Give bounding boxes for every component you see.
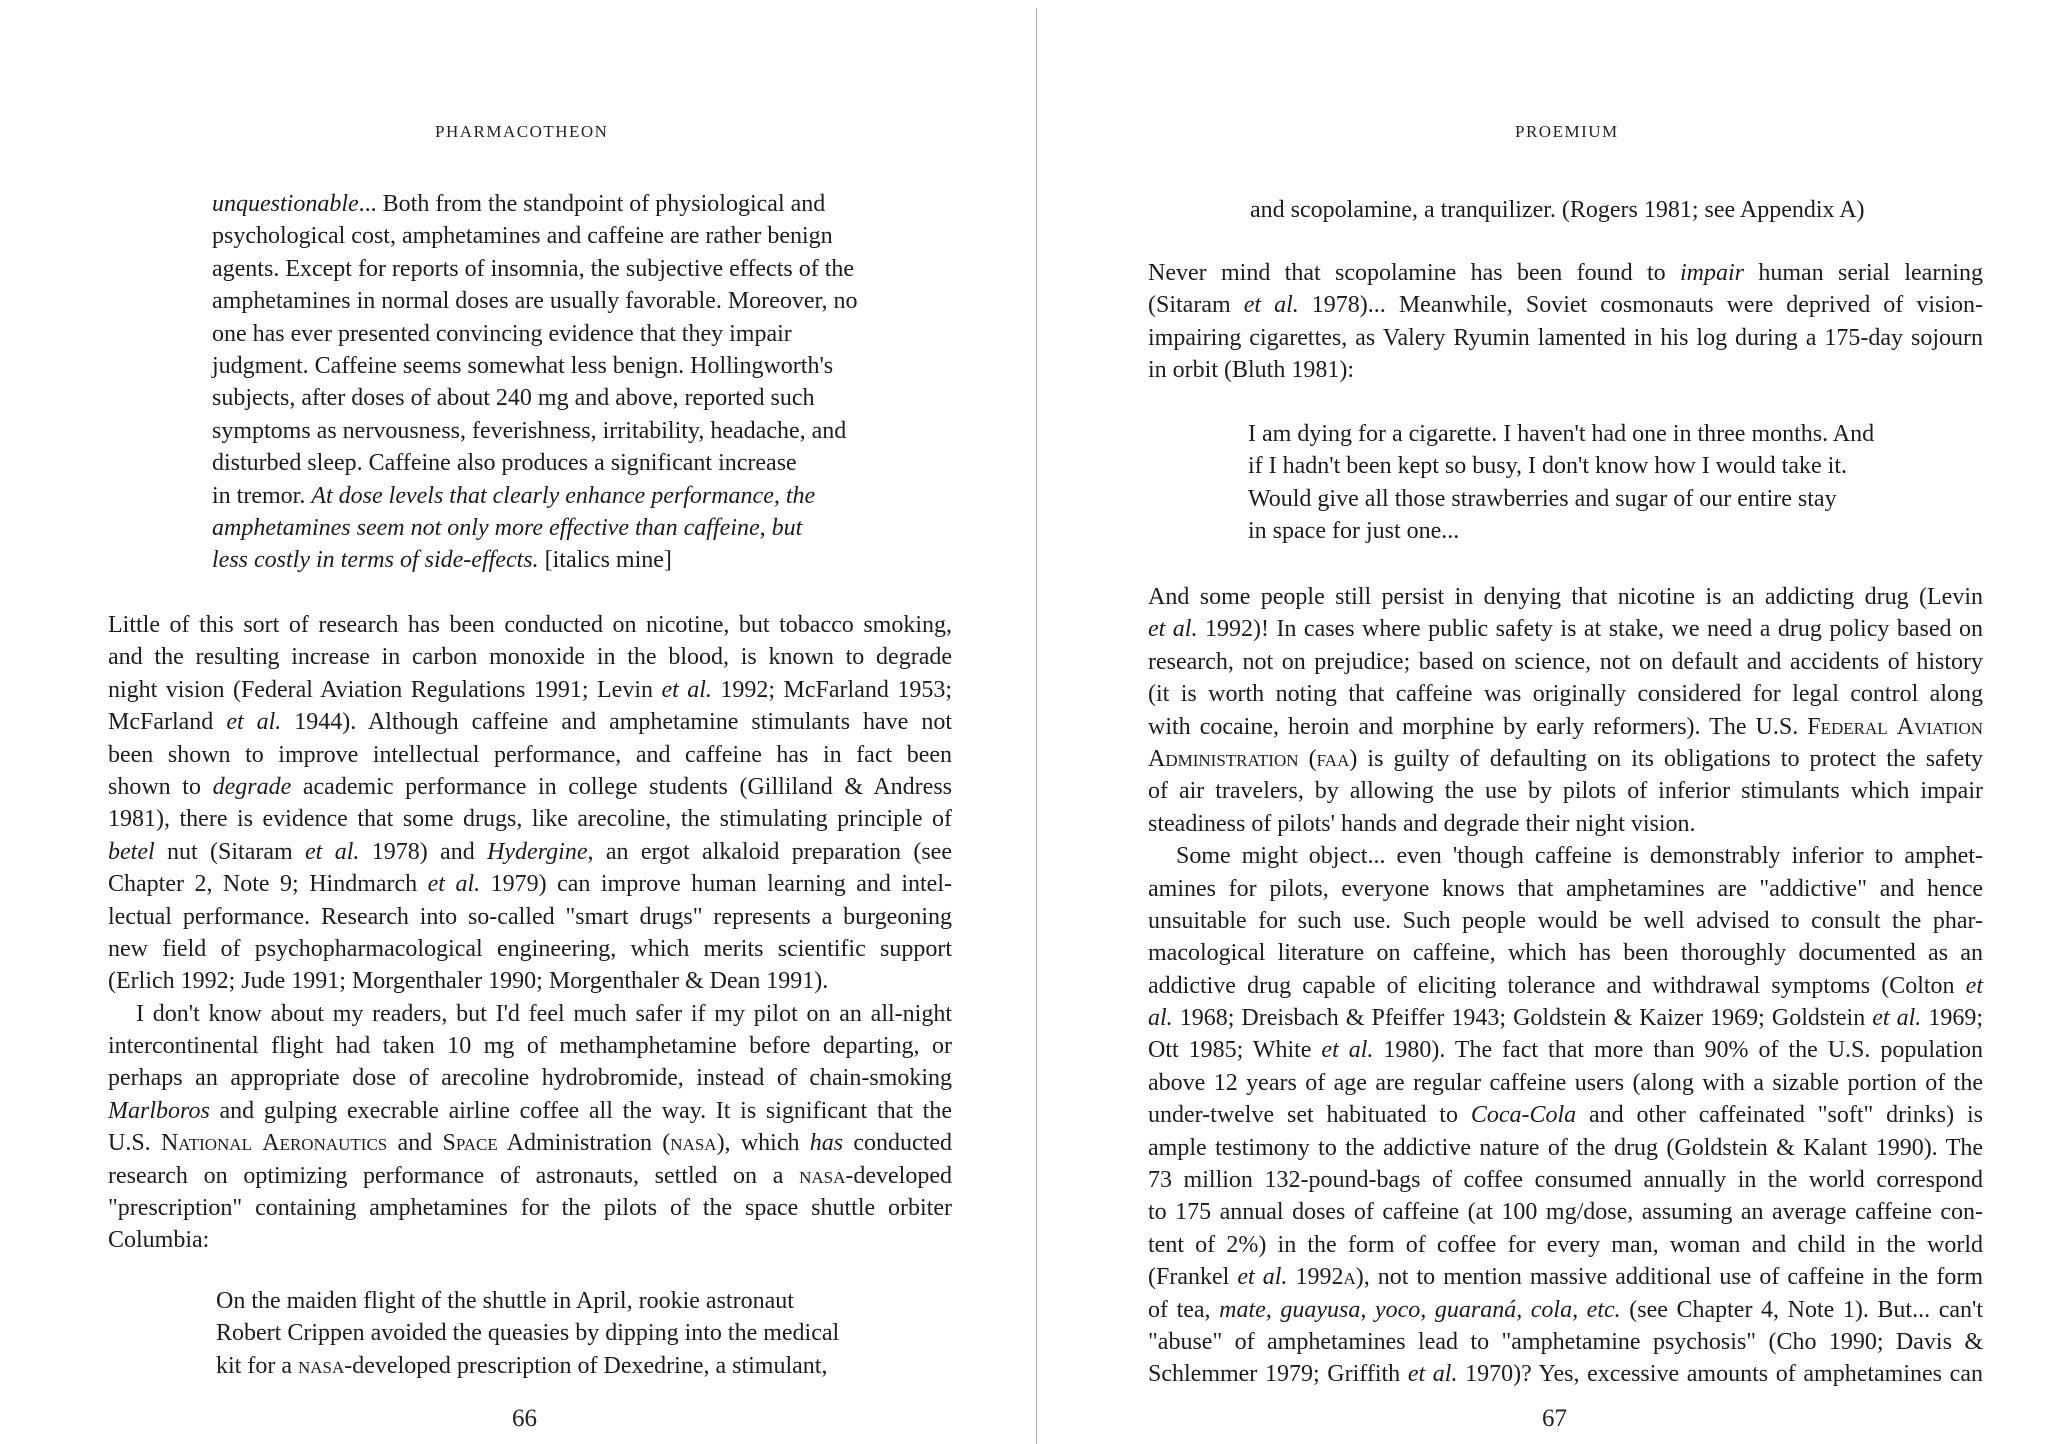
body-line: tent of 2%) in the form of coffee for every man, woman and child in the world xyxy=(1148,1231,1983,1258)
body-line: Marlboros and gulping execrable airline coffee all the way. It is significant that the xyxy=(108,1097,952,1124)
body-line: Columbia: xyxy=(108,1227,210,1254)
body-line: Administration (faa) is guilty of defaulting on its obligations to protect the safety xyxy=(1148,745,1983,772)
page-gutter xyxy=(1036,8,1037,1444)
quote-line: and scopolamine, a tranquilizer. (Rogers 1981; see Appendix A) xyxy=(1250,197,1865,223)
body-line: 1981), there is evidence that some drugs, like arecoline, the stimulating principle of xyxy=(108,806,952,833)
body-line: ample testimony to the addictive nature of the drug (Goldstein & Kalant 1990). The xyxy=(1148,1134,1983,1161)
body-line: betel nut (Sitaram et al. 1978) and Hydergine, an ergot alkaloid preparation (see xyxy=(108,838,952,865)
body-line: McFarland et al. 1944). Although caffeine and amphetamine stimulants have not xyxy=(108,709,952,736)
body-line: al. 1968; Dreisbach & Pfeiffer 1943; Goldstein & Kaizer 1969; Goldstein et al. 1969; xyxy=(1148,1005,1984,1032)
quote-line: disturbed sleep. Caffeine also produces a significant increase xyxy=(212,450,797,477)
body-line: Some might object... even 'though caffeine is demonstrably inferior to amphet- xyxy=(1176,843,1983,870)
body-line: And some people still persist in denying that nicotine is an addicting drug (Levin xyxy=(1148,584,1983,610)
quote-line: if I hadn't been kept so busy, I don't know how I would take it. xyxy=(1248,453,1847,480)
body-line: 73 million 132-pound-bags of coffee consumed annually in the world correspond xyxy=(1148,1167,1983,1194)
body-line: et al. 1992)! In cases where public safety is at stake, we need a drug policy based on xyxy=(1148,616,1983,643)
body-line: (it is worth noting that caffeine was originally considered for legal control along xyxy=(1148,681,1983,708)
body-line: macological literature on caffeine, which has been thoroughly documented as an xyxy=(1148,940,1983,967)
body-line: "prescription" containing amphetamines for the pilots of the space shuttle orbiter xyxy=(108,1195,952,1222)
body-line: of air travelers, by allowing the use by pilots of inferior stimulants which impair xyxy=(1148,778,1983,805)
body-line: Little of this sort of research has been conducted on nicotine, but tobacco smoking, xyxy=(108,612,952,638)
body-line: Ott 1985; White et al. 1980). The fact that more than 90% of the U.S. population xyxy=(1148,1037,1983,1064)
body-line: (Sitaram et al. 1978)... Meanwhile, Soviet cosmonauts were deprived of vision- xyxy=(1148,292,1984,319)
body-line: Chapter 2, Note 9; Hindmarch et al. 1979) can improve human learning and intel- xyxy=(108,871,952,898)
block-quote-ryumin xyxy=(1248,418,1948,548)
body-line: U.S. National Aeronautics and Space Administration (nasa), which has conducted xyxy=(108,1130,953,1157)
quote-line: unquestionable... Both from the standpoint of physiological and xyxy=(212,191,826,217)
body-line: intercontinental flight had taken 10 mg of methamphetamine before departing, or xyxy=(108,1033,952,1060)
body-line: addictive drug capable of eliciting tolerance and withdrawal symptoms (Colton et xyxy=(1148,972,1983,999)
page-number-right: 67 xyxy=(1542,1405,1567,1432)
body-line: Schlemmer 1979; Griffith et al. 1970)? Yes, excessive amounts of amphetamines can xyxy=(1148,1361,1983,1388)
quote-line: On the maiden flight of the shuttle in April, rookie astronaut xyxy=(216,1288,794,1314)
body-line: under-twelve set habituated to Coca-Cola and other caffeinated "soft" drinks) is xyxy=(1148,1102,1983,1129)
quote-continuation xyxy=(1250,194,1950,226)
body-line: research, not on prejudice; based on science, not on default and accidents of history xyxy=(1148,648,1983,675)
quote-line: Robert Crippen avoided the queasies by dipping into the medical xyxy=(216,1320,840,1347)
body-line: with cocaine, heroin and morphine by early reformers). The U.S. Federal Aviation xyxy=(1148,713,1984,740)
quote-line: agents. Except for reports of insomnia, the subjective effects of the xyxy=(212,255,855,282)
page-number-left: 66 xyxy=(512,1405,537,1432)
body-line: "abuse" of amphetamines lead to "amphetamine psychosis" (Cho 1990; Davis & xyxy=(1148,1328,1983,1355)
quote-line: amphetamines in normal doses are usually favorable. Moreover, no xyxy=(212,288,858,315)
block-quote-caffeine xyxy=(212,188,858,577)
body-line: lectual performance. Research into so-called "smart drugs" represents a burgeoning xyxy=(108,903,952,930)
body-line: amines for pilots, everyone knows that amphetamines are "addictive" and hence xyxy=(1148,875,1983,902)
quote-line: less costly in terms of side-effects. [italics mine] xyxy=(212,547,672,574)
running-head-left: PHARMACOTHEON xyxy=(435,122,609,141)
quote-line: in space for just one... xyxy=(1248,518,1460,545)
body-line: steadiness of pilots' hands and degrade their night vision. xyxy=(1148,810,1696,837)
body-line: Never mind that scopolamine has been found to impair human serial learning xyxy=(1148,260,1983,286)
quote-line: psychological cost, amphetamines and caffeine are rather benign xyxy=(212,223,833,250)
body-line: new field of psychopharmacological engineering, which merits scientific support xyxy=(108,935,952,962)
body-line: I don't know about my readers, but I'd feel much safer if my pilot on an all-night xyxy=(136,1000,952,1027)
running-head-right: PROEMIUM xyxy=(1515,122,1619,141)
body-line: (Erlich 1992; Jude 1991; Morgenthaler 1990; Morgenthaler & Dean 1991). xyxy=(108,968,829,995)
body-line: impairing cigarettes, as Valery Ryumin lamented in his log during a 175-day sojourn xyxy=(1148,324,1983,351)
body-line: research on optimizing performance of astronauts, settled on a nasa-developed xyxy=(108,1162,952,1189)
body-text-right-2 xyxy=(1148,581,1983,1391)
quote-line: judgment. Caffeine seems somewhat less benign. Hollingworth's xyxy=(212,352,834,379)
body-line: (Frankel et al. 1992a), not to mention massive additional use of caffeine in the form xyxy=(1148,1264,1984,1291)
body-line: perhaps an appropriate dose of arecoline hydrobromide, instead of chain-smoking xyxy=(108,1065,952,1092)
body-text-right-1 xyxy=(1148,257,1983,387)
body-text-left xyxy=(108,609,952,1257)
right-page xyxy=(1045,0,2048,1444)
body-line: in orbit (Bluth 1981): xyxy=(1148,357,1354,384)
quote-line: one has ever presented convincing evidence that they impair xyxy=(212,320,792,347)
body-line: unsuitable for such use. Such people would be well advised to consult the phar- xyxy=(1148,907,1983,934)
body-line: shown to degrade academic performance in college students (Gilliland & Andress xyxy=(108,773,953,800)
body-line: to 175 annual doses of caffeine (at 100 mg/dose, assuming an average caffeine con- xyxy=(1148,1199,1983,1226)
quote-line: in tremor. At dose levels that clearly enhance performance, the xyxy=(212,482,816,509)
quote-line: subjects, after doses of about 240 mg and above, reported such xyxy=(212,385,815,412)
quote-line: amphetamines seem not only more effective than caffeine, but xyxy=(212,514,803,541)
body-line: of tea, mate, guayusa, yoco, guaraná, cola, etc. (see Chapter 4, Note 1). But... can't xyxy=(1148,1296,1983,1323)
block-quote-crippen xyxy=(216,1285,916,1382)
quote-line: symptoms as nervousness, feverishness, irritability, headache, and xyxy=(212,417,847,444)
body-line: night vision (Federal Aviation Regulations 1991; Levin et al. 1992; McFarland 1953; xyxy=(108,676,952,703)
quote-line: Would give all those strawberries and sugar of our entire stay xyxy=(1248,485,1837,512)
body-line: above 12 years of age are regular caffeine users (along with a sizable portion of the xyxy=(1148,1069,1983,1096)
quote-line: kit for a nasa-developed prescription of Dexedrine, a stimulant, xyxy=(216,1352,828,1379)
quote-line: I am dying for a cigarette. I haven't had one in three months. And xyxy=(1248,421,1875,447)
body-line: and the resulting increase in carbon monoxide in the blood, is known to degrade xyxy=(108,644,952,671)
body-line: been shown to improve intellectual performance, and caffeine has in fact been xyxy=(108,741,952,768)
